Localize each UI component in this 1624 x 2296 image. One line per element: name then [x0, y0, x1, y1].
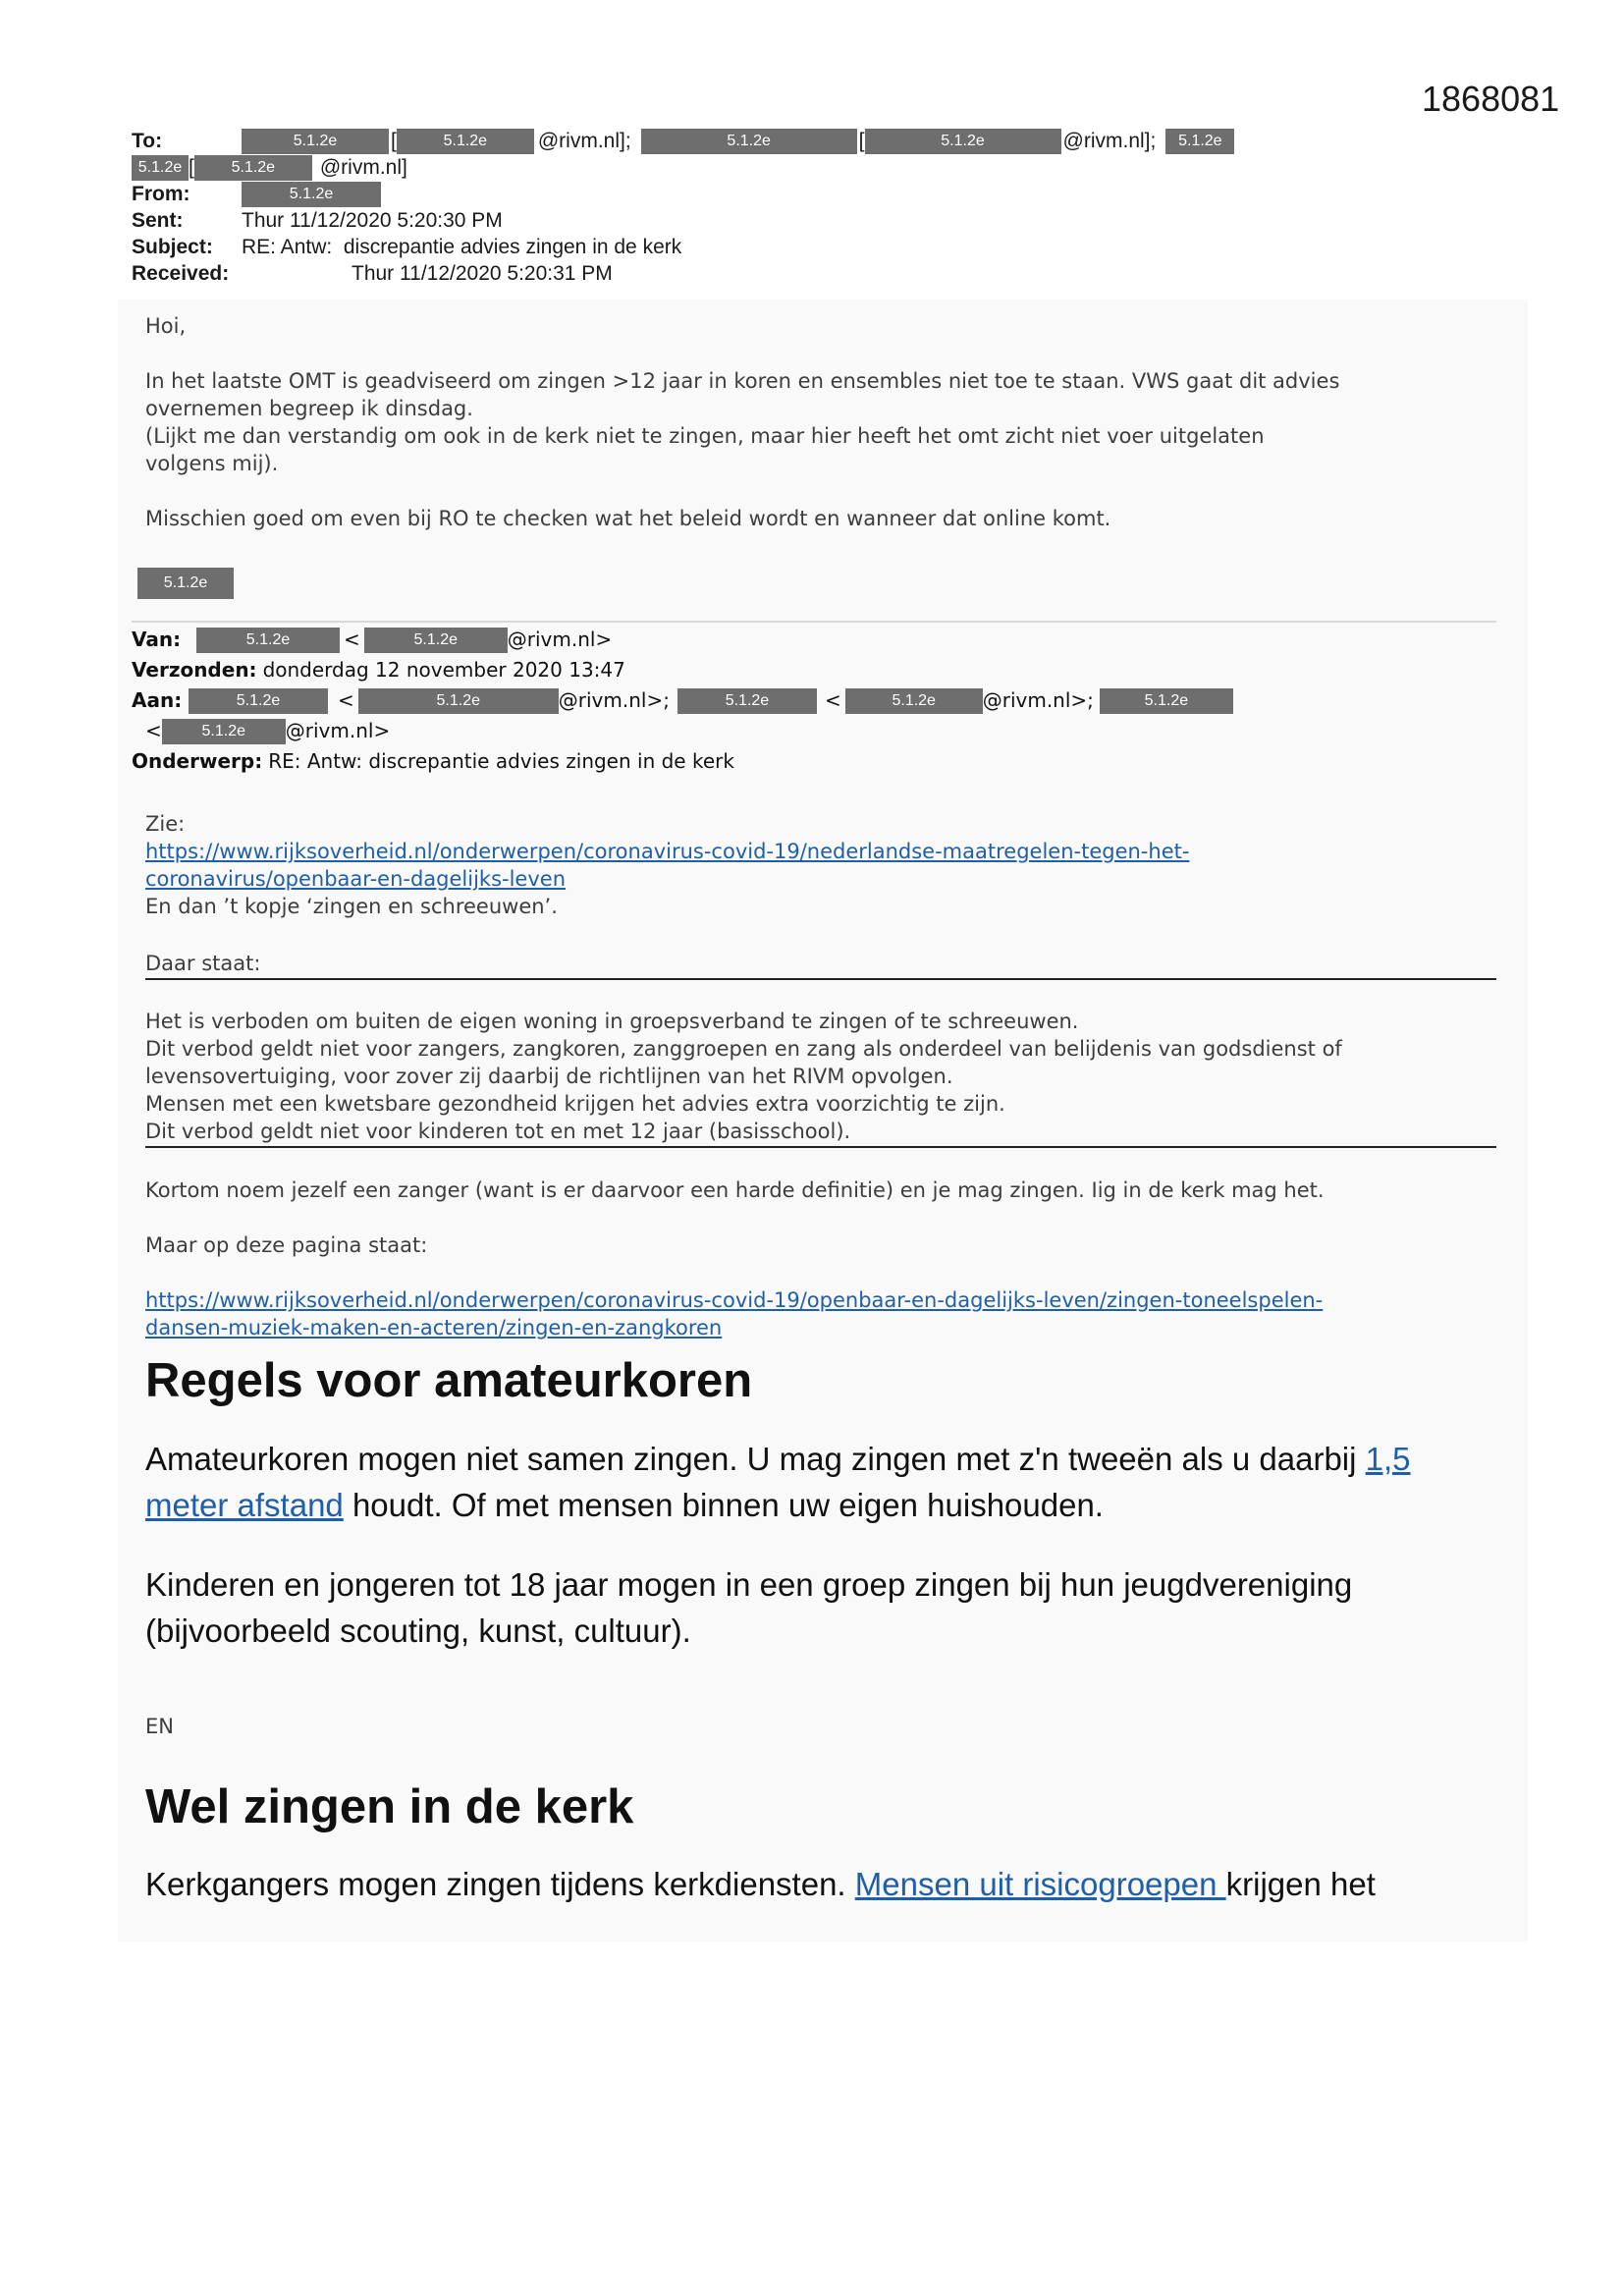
email-header: [132, 128, 1234, 287]
sent-label: Sent:: [132, 209, 184, 232]
subject-row: [132, 234, 1234, 260]
reply-body: [145, 312, 1339, 532]
verzonden-value: donderdag 12 november 2020 13:47: [262, 658, 625, 682]
text: houdt. Of met mensen binnen uw eigen huishouden.: [343, 1487, 1104, 1523]
angle-bracket: <: [145, 719, 162, 742]
redaction: 5.1.2e: [397, 129, 534, 154]
text: Kinderen en jongeren tot 18 jaar mogen in een groep zingen bij hun jeugdvereniging: [145, 1566, 1353, 1603]
onderwerp-label: Onderwerp:: [132, 749, 263, 773]
redaction: 5.1.2e: [1165, 129, 1234, 154]
onderwerp-row: [132, 746, 1233, 777]
email-domain: @rivm.nl]: [319, 156, 407, 179]
redaction: 5.1.2e: [162, 719, 286, 744]
redaction: 5.1.2e: [364, 628, 508, 653]
angle-bracket: <: [824, 688, 841, 712]
quote-block: [145, 1008, 1342, 1145]
link-rijksoverheid-maatregelen-cont[interactable]: coronavirus/openbaar-en-dagelijks-leven: [145, 867, 567, 891]
link-rijksoverheid-maatregelen[interactable]: https://www.rijksoverheid.nl/onderwerpen/coronavirus-covid-19/nederlandse-maatregelen-tegen-het-: [145, 840, 1190, 863]
greeting: Hoi,: [145, 314, 187, 338]
angle-bracket: <: [338, 688, 354, 712]
to-label: To:: [132, 130, 163, 152]
bracket: [: [391, 130, 397, 152]
paragraph: Daar staat:: [145, 952, 261, 975]
angle-bracket: <: [344, 628, 360, 651]
from-label: From:: [132, 183, 190, 205]
subject-value: RE: Antw: discrepantie advies zingen in de kerk: [242, 236, 682, 258]
paragraph-kinderen: [145, 1561, 1510, 1654]
link-risicogroepen[interactable]: Mensen uit risicogroepen: [854, 1866, 1226, 1902]
quote-top-rule: [145, 978, 1496, 980]
redaction: 5.1.2e: [865, 129, 1061, 154]
text: Kerkgangers mogen zingen tijdens kerkdiensten.: [145, 1866, 855, 1902]
paragraph: volgens mij).: [145, 452, 279, 475]
from-row: [132, 181, 1234, 207]
bracket: [: [189, 156, 194, 179]
onderwerp-value: RE: Antw: discrepantie advies zingen in de kerk: [268, 749, 734, 773]
email-domain: @rivm.nl>: [285, 719, 391, 742]
redaction: 5.1.2e: [132, 155, 189, 181]
redaction: 5.1.2e: [358, 688, 559, 714]
text: Amateurkoren mogen niet samen zingen. U mag zingen met z'n tweeën als u daarbij: [145, 1441, 1366, 1477]
document-id: 1868081: [1422, 79, 1560, 119]
verzonden-row: [132, 655, 1233, 685]
text: (bijvoorbeeld scouting, kunst, cultuur).: [145, 1613, 691, 1649]
email-domain: @rivm.nl>;: [558, 688, 670, 712]
van-row: [132, 625, 1233, 655]
email-domain: @rivm.nl];: [1062, 130, 1157, 152]
paragraph-amateurkoren: [145, 1436, 1510, 1528]
quote-line: Het is verboden om buiten de eigen woning in groepsverband te zingen of te schreeuwen.: [145, 1010, 1079, 1033]
redaction: 5.1.2e: [677, 688, 817, 714]
email-domain: @rivm.nl];: [537, 130, 631, 152]
quote-line: Mensen met een kwetsbare gezondheid krijgen het advies extra voorzichtig te zijn.: [145, 1092, 1005, 1116]
paragraph: Zie:: [145, 812, 186, 836]
heading-regels-amateurkoren: Regels voor amateurkoren: [145, 1354, 753, 1407]
email-domain: @rivm.nl>;: [982, 688, 1094, 712]
received-value: Thur 11/12/2020 5:20:31 PM: [352, 262, 613, 285]
sent-value: Thur 11/12/2020 5:20:30 PM: [242, 209, 503, 232]
paragraph-kerkgangers: [145, 1861, 1510, 1907]
aan-row: [132, 685, 1233, 716]
paragraph: Kortom noem jezelf een zanger (want is er daarvoor een harde definitie) en je mag zingen. Iig in de kerk mag het.: [145, 1178, 1325, 1202]
paragraph: overnemen begreep ik dinsdag.: [145, 397, 473, 420]
heading-wel-zingen-kerk: Wel zingen in de kerk: [145, 1780, 634, 1833]
text: krijgen het: [1225, 1866, 1376, 1902]
forwarded-body-cont: [145, 1176, 1325, 1341]
paragraph: Maar op deze pagina staat:: [145, 1233, 428, 1257]
redaction: 5.1.2e: [189, 688, 328, 714]
quote-line: Dit verbod geldt niet voor zangers, zangkoren, zanggroepen en zang als onderdeel van belijdenis van godsdienst of: [145, 1037, 1342, 1061]
received-label: Received:: [132, 262, 230, 285]
forwarded-body: [145, 810, 1189, 977]
paragraph: In het laatste OMT is geadviseerd om zingen >12 jaar in koren en ensembles niet toe te staan. VWS gaat dit advies: [145, 369, 1340, 393]
link-meter-afstand[interactable]: meter afstand: [145, 1487, 344, 1523]
link-rijksoverheid-zingen-cont[interactable]: dansen-muziek-maken-en-acteren/zingen-en-zangkoren: [145, 1316, 723, 1339]
aan-label: Aan:: [132, 688, 183, 712]
sent-row: [132, 207, 1234, 234]
redaction: 5.1.2e: [242, 182, 381, 207]
email-domain: @rivm.nl>: [507, 628, 613, 651]
en-separator: EN: [145, 1715, 174, 1738]
verzonden-label: Verzonden:: [132, 658, 257, 682]
paragraph: En dan ’t kopje ‘zingen en schreeuwen’.: [145, 895, 558, 918]
forwarded-header: [132, 625, 1233, 777]
link-1-5-meter[interactable]: 1,5: [1365, 1441, 1411, 1477]
quote-bottom-rule: [145, 1146, 1496, 1148]
paragraph: Misschien goed om even bij RO te checken wat het beleid wordt en wanneer dat online komt.: [145, 507, 1111, 530]
redaction: 5.1.2e: [845, 688, 983, 714]
signature-redaction: 5.1.2e: [137, 568, 234, 599]
bracket: [: [858, 130, 865, 152]
to-row: [132, 128, 1234, 154]
redaction: 5.1.2e: [1100, 688, 1233, 714]
quote-line: Dit verbod geldt niet voor kinderen tot en met 12 jaar (basisschool).: [145, 1120, 851, 1143]
quote-line: levensovertuiging, voor zover zij daarbij de richtlijnen van het RIVM opvolgen.: [145, 1065, 953, 1088]
to-row-continued: [132, 154, 1234, 181]
redaction: 5.1.2e: [196, 628, 340, 653]
link-rijksoverheid-zingen[interactable]: https://www.rijksoverheid.nl/onderwerpen/coronavirus-covid-19/openbaar-en-dagelijks-leven/zingen-toneelspelen-: [145, 1288, 1324, 1312]
paragraph: (Lijkt me dan verstandig om ook in de kerk niet te zingen, maar hier heeft het omt zicht niet voer uitgelaten: [145, 424, 1265, 448]
received-row: [132, 260, 1234, 287]
redaction: 5.1.2e: [194, 155, 312, 181]
redaction: 5.1.2e: [641, 129, 857, 154]
separator: [132, 621, 1496, 623]
aan-row-continued: [132, 716, 1233, 746]
redaction: 5.1.2e: [242, 129, 389, 154]
subject-label: Subject:: [132, 236, 213, 258]
van-label: Van:: [132, 628, 182, 651]
